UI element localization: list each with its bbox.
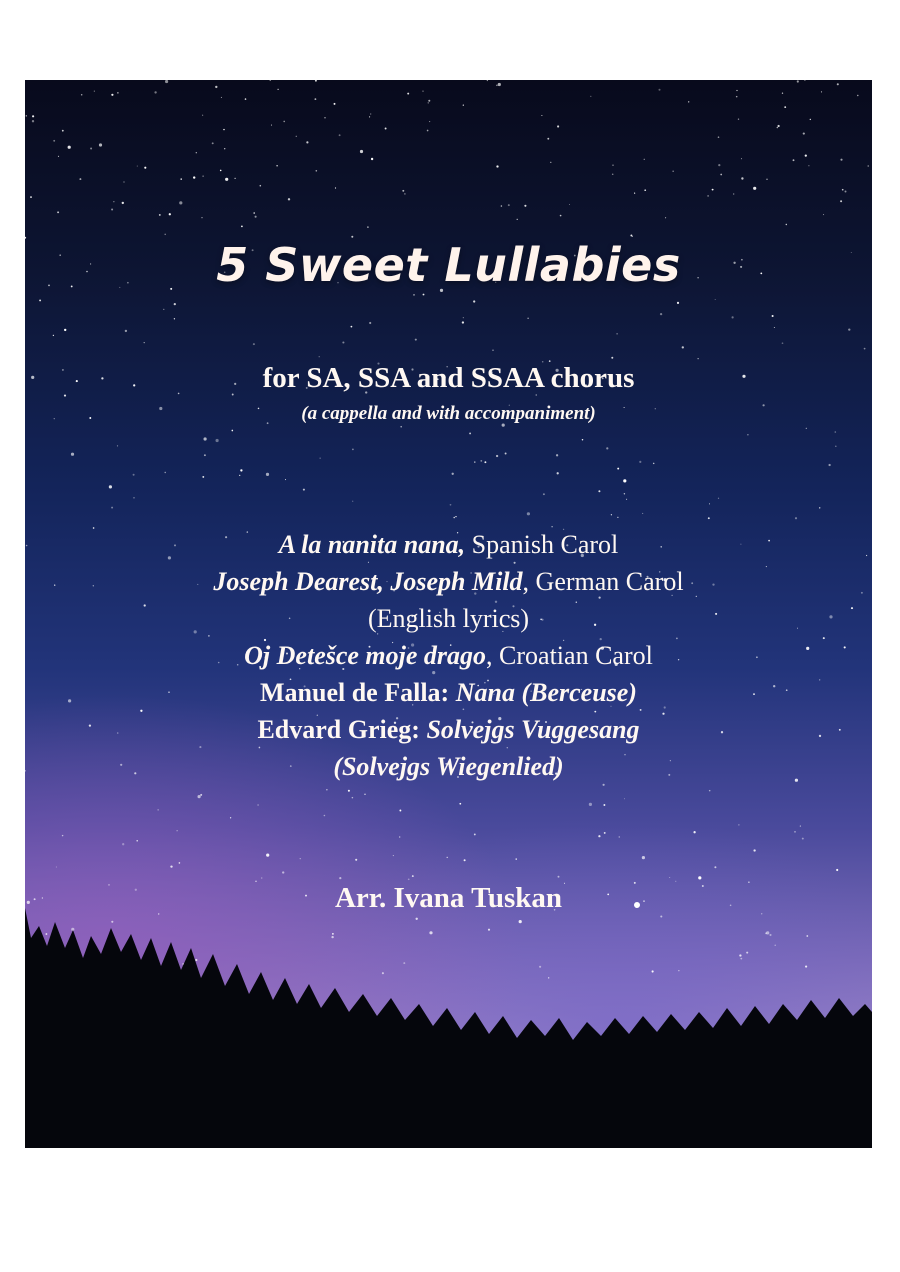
- star: [450, 504, 452, 506]
- star: [634, 193, 635, 194]
- star: [707, 195, 709, 197]
- star: [216, 439, 219, 442]
- song-item: Oj Detešce moje drago, Croatian Carol: [244, 641, 653, 670]
- star: [364, 794, 366, 796]
- star: [498, 83, 501, 86]
- star: [612, 173, 614, 175]
- star: [732, 316, 734, 318]
- star: [474, 461, 475, 462]
- star: [122, 202, 124, 204]
- star: [733, 193, 734, 194]
- star: [469, 432, 471, 434]
- star: [306, 141, 308, 143]
- star: [501, 205, 503, 207]
- star: [423, 294, 425, 296]
- star: [632, 236, 633, 237]
- song-item: Edvard Grieg: Solvejgs Vuggesang: [257, 715, 640, 744]
- song-item: Manuel de Falla: Nana (Berceuse): [260, 678, 637, 707]
- star: [165, 80, 168, 83]
- star: [665, 217, 666, 218]
- star: [159, 214, 161, 216]
- tree-silhouette: [25, 908, 872, 1148]
- star: [797, 80, 799, 82]
- star: [404, 193, 406, 195]
- star: [508, 204, 510, 206]
- star: [828, 464, 830, 466]
- star: [642, 856, 645, 859]
- star: [473, 300, 475, 302]
- star: [277, 89, 278, 90]
- star: [480, 460, 482, 462]
- star: [56, 866, 57, 867]
- star: [303, 489, 305, 491]
- star: [111, 94, 113, 96]
- star: [123, 181, 124, 182]
- star: [714, 866, 716, 868]
- star: [517, 219, 518, 220]
- star: [864, 348, 866, 350]
- star: [144, 167, 146, 169]
- star: [753, 849, 755, 851]
- star: [314, 98, 316, 100]
- star: [260, 185, 262, 187]
- star: [624, 798, 625, 799]
- star: [693, 831, 695, 833]
- star: [777, 125, 779, 127]
- star: [200, 794, 202, 796]
- star: [619, 836, 620, 837]
- star: [658, 89, 660, 91]
- star: [606, 447, 608, 449]
- star: [557, 472, 559, 474]
- star: [174, 318, 175, 319]
- star: [709, 503, 710, 504]
- star: [800, 826, 801, 827]
- star: [177, 830, 178, 831]
- star: [753, 187, 756, 190]
- star: [718, 136, 720, 138]
- star: [90, 148, 92, 150]
- star: [795, 517, 797, 519]
- star: [527, 512, 530, 515]
- star: [369, 116, 370, 117]
- star: [842, 189, 844, 191]
- star: [428, 100, 430, 102]
- star: [557, 125, 559, 127]
- star: [300, 858, 301, 859]
- star: [413, 294, 414, 295]
- star: [660, 313, 662, 315]
- star: [492, 349, 493, 350]
- star: [462, 321, 464, 323]
- star: [133, 474, 135, 476]
- star: [257, 804, 259, 806]
- star: [245, 98, 247, 100]
- star: [653, 463, 655, 465]
- star: [125, 330, 127, 332]
- star: [834, 431, 836, 433]
- star: [837, 83, 839, 85]
- star: [698, 876, 701, 879]
- star: [603, 804, 605, 806]
- star: [720, 174, 722, 176]
- star: [524, 205, 526, 207]
- star: [453, 517, 455, 519]
- star: [240, 469, 242, 471]
- star: [288, 198, 290, 200]
- star: [179, 201, 182, 204]
- star: [794, 831, 795, 832]
- star: [556, 454, 558, 456]
- star: [111, 208, 113, 210]
- star: [136, 840, 138, 842]
- star: [202, 476, 204, 478]
- star: [821, 91, 822, 92]
- star: [165, 472, 166, 473]
- star: [616, 333, 618, 335]
- star: [225, 178, 228, 181]
- star: [840, 200, 842, 202]
- star: [370, 113, 371, 114]
- star: [271, 125, 272, 126]
- star: [339, 877, 341, 879]
- star: [688, 101, 689, 102]
- star: [516, 858, 517, 859]
- star: [261, 877, 262, 878]
- star: [26, 115, 27, 116]
- star: [58, 156, 59, 157]
- song-item: Joseph Dearest, Joseph Mild, German Carol: [213, 567, 684, 596]
- star: [589, 803, 592, 806]
- star: [402, 190, 404, 192]
- star: [111, 507, 113, 509]
- star: [736, 90, 737, 91]
- song-item-note: (Solvejgs Wiegenlied): [333, 752, 564, 781]
- star: [122, 843, 124, 845]
- star: [669, 877, 670, 878]
- star: [220, 170, 222, 172]
- star: [30, 196, 32, 198]
- star: [736, 96, 738, 98]
- star: [352, 501, 353, 502]
- star: [459, 803, 461, 805]
- star: [231, 430, 233, 432]
- star: [463, 105, 464, 106]
- star: [550, 162, 551, 163]
- star: [201, 217, 202, 218]
- star: [474, 833, 476, 835]
- star: [179, 862, 181, 864]
- star: [590, 96, 591, 97]
- star: [144, 342, 145, 343]
- star: [447, 857, 448, 858]
- star: [782, 342, 784, 344]
- star: [334, 103, 336, 105]
- star: [204, 437, 207, 440]
- star: [698, 358, 699, 359]
- star: [241, 225, 243, 227]
- star: [285, 479, 286, 480]
- star: [464, 859, 466, 861]
- star: [429, 121, 430, 122]
- star: [230, 817, 231, 818]
- star: [624, 493, 625, 494]
- star: [805, 154, 807, 156]
- star: [407, 93, 409, 95]
- star: [626, 499, 627, 500]
- star: [169, 213, 171, 215]
- star: [99, 143, 102, 146]
- star: [819, 507, 820, 508]
- star: [369, 322, 371, 324]
- star: [747, 434, 748, 435]
- title: 5 Sweet Lullabies: [216, 238, 681, 292]
- star: [164, 234, 165, 235]
- star: [64, 329, 66, 331]
- star: [541, 115, 542, 116]
- star: [324, 815, 326, 817]
- star: [598, 835, 600, 837]
- performance-note: (a cappella and with accompaniment): [301, 403, 596, 424]
- star: [415, 339, 417, 341]
- star: [718, 164, 720, 166]
- star: [527, 318, 528, 319]
- star: [399, 810, 401, 812]
- star: [315, 80, 317, 82]
- star: [803, 133, 805, 135]
- star: [193, 176, 195, 178]
- star: [786, 224, 787, 225]
- star: [802, 838, 804, 840]
- star: [202, 175, 203, 176]
- song-item: A la nanita nana, Spanish Carol: [278, 530, 619, 559]
- star: [715, 299, 716, 300]
- star: [836, 869, 838, 871]
- star: [224, 148, 225, 149]
- arranger: Arr. Ivana Tuskan: [334, 882, 562, 914]
- star: [266, 473, 269, 476]
- star: [496, 165, 498, 167]
- star: [319, 356, 320, 357]
- star: [806, 428, 807, 429]
- star: [296, 136, 297, 137]
- star: [339, 134, 341, 136]
- star: [412, 875, 414, 877]
- star: [212, 142, 214, 144]
- star: [367, 226, 369, 228]
- star: [741, 158, 742, 159]
- star: [57, 211, 59, 213]
- star: [496, 85, 497, 86]
- star: [835, 445, 837, 447]
- star: [644, 159, 645, 160]
- star: [558, 876, 560, 878]
- star: [639, 461, 641, 463]
- star: [611, 357, 613, 359]
- star: [117, 92, 118, 93]
- star: [463, 317, 464, 318]
- star: [32, 120, 34, 122]
- star: [505, 453, 507, 455]
- star: [154, 91, 156, 93]
- star: [808, 165, 809, 166]
- star: [777, 127, 778, 128]
- song-list: [25, 526, 872, 785]
- star: [239, 475, 240, 476]
- star: [738, 824, 739, 825]
- star: [320, 458, 321, 459]
- star: [598, 490, 600, 492]
- star: [326, 789, 327, 790]
- star: [174, 303, 176, 305]
- star: [840, 159, 842, 161]
- star: [255, 216, 257, 218]
- star: [215, 86, 217, 88]
- star: [617, 517, 618, 518]
- star: [738, 119, 739, 120]
- star: [496, 455, 498, 457]
- star: [487, 80, 488, 81]
- star: [784, 106, 786, 108]
- star: [117, 445, 118, 446]
- star: [32, 115, 34, 117]
- star: [393, 855, 394, 856]
- star: [682, 346, 684, 348]
- star: [399, 836, 400, 837]
- star: [352, 797, 354, 799]
- star: [283, 121, 285, 123]
- star: [804, 80, 805, 81]
- star: [484, 461, 486, 463]
- star: [348, 790, 350, 792]
- star: [560, 215, 562, 217]
- star: [71, 453, 74, 456]
- star: [39, 299, 41, 301]
- star: [718, 498, 719, 499]
- star: [276, 165, 277, 166]
- star: [270, 80, 271, 81]
- star: [202, 115, 203, 116]
- star: [360, 150, 363, 153]
- song-item-note: (English lyrics): [367, 604, 530, 633]
- star: [857, 95, 858, 96]
- star: [53, 140, 55, 142]
- star: [772, 315, 774, 317]
- star: [427, 130, 429, 132]
- cover-image: [25, 80, 872, 1148]
- star: [79, 178, 81, 180]
- star: [642, 513, 643, 514]
- star: [204, 454, 206, 456]
- star: [644, 189, 646, 191]
- star: [604, 832, 606, 834]
- star: [53, 335, 54, 336]
- star: [109, 485, 112, 488]
- star: [709, 790, 711, 792]
- star: [221, 97, 222, 98]
- star: [234, 178, 235, 179]
- star: [582, 439, 583, 440]
- star: [62, 130, 64, 132]
- star: [351, 326, 353, 328]
- star: [408, 878, 410, 880]
- star: [810, 119, 811, 120]
- star: [163, 309, 164, 310]
- star: [673, 171, 674, 172]
- star: [266, 854, 269, 857]
- star: [352, 449, 354, 451]
- star: [371, 158, 373, 160]
- star: [198, 795, 201, 798]
- star: [708, 517, 710, 519]
- star: [617, 468, 619, 470]
- star: [137, 166, 138, 167]
- star: [223, 129, 224, 130]
- star: [253, 212, 255, 214]
- star: [611, 514, 612, 515]
- star: [282, 871, 284, 873]
- star: [94, 91, 95, 92]
- star: [62, 835, 63, 836]
- star: [253, 343, 255, 345]
- star: [400, 426, 402, 428]
- star: [170, 865, 172, 867]
- star: [385, 128, 387, 130]
- star: [845, 191, 847, 193]
- star: [868, 165, 869, 166]
- star: [774, 327, 775, 328]
- star: [316, 170, 318, 172]
- star: [452, 473, 454, 475]
- star: [158, 809, 159, 810]
- star: [623, 479, 626, 482]
- star: [677, 302, 679, 304]
- star: [428, 102, 429, 103]
- subtitle: for SA, SSA and SSAA chorus: [262, 362, 635, 394]
- star: [793, 159, 795, 161]
- star: [342, 341, 344, 343]
- star: [68, 146, 71, 149]
- star: [455, 516, 456, 517]
- star: [848, 328, 850, 330]
- star: [823, 214, 824, 215]
- star: [113, 201, 114, 202]
- star: [712, 189, 714, 191]
- star: [612, 164, 614, 166]
- star: [543, 493, 545, 495]
- star: [324, 117, 325, 118]
- star: [766, 179, 767, 180]
- star: [782, 93, 783, 94]
- star: [133, 497, 135, 499]
- star: [741, 177, 743, 179]
- star: [81, 94, 83, 96]
- star: [196, 152, 197, 153]
- star: [335, 187, 336, 188]
- star: [547, 138, 549, 140]
- star: [180, 178, 181, 179]
- star: [422, 91, 423, 92]
- star: [569, 204, 570, 205]
- star: [355, 859, 357, 861]
